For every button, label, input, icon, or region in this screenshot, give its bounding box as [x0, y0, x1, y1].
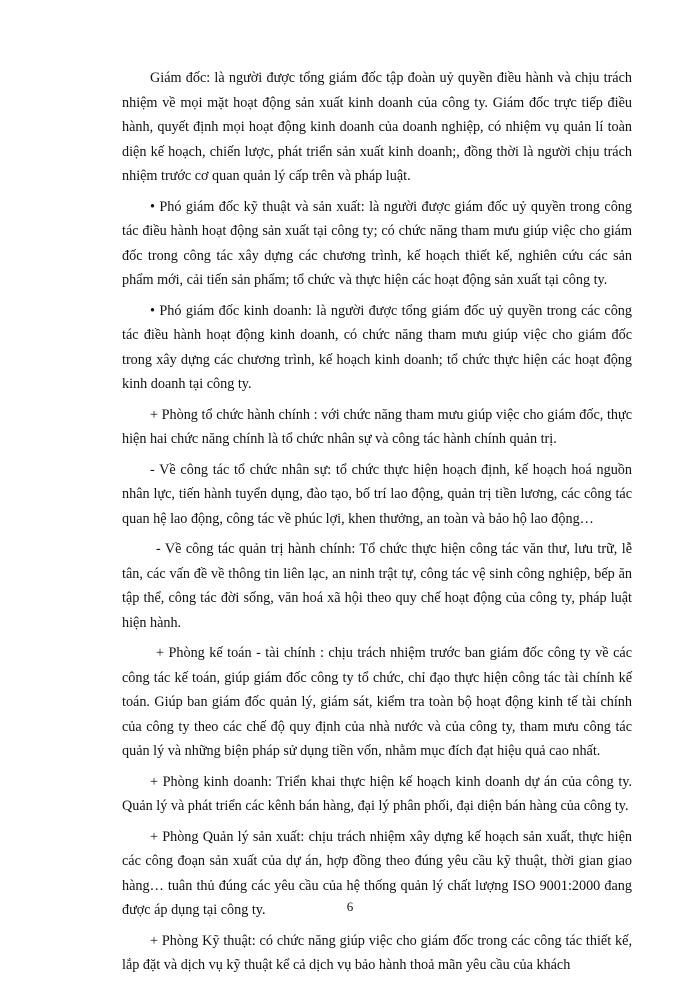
- paragraph-director: Giám đốc: là người được tổng giám đốc tập đoàn uỷ quyền điều hành và chịu trách nhiệm về mọi mặt hoạt động sản xuất kinh doanh của công ty. Giám đốc trực tiếp điều hành, quyết định mọi hoạt động kinh doanh của doanh nghiệp, có nhiệm vụ quản lí toàn diện kế hoạch, chiến lược, phát triển sản xuất kinh doanh;, đồng thời là người chịu trách nhiệm trước cơ quan quản lý cấp trên và pháp luật.: [122, 70, 632, 184]
- document-body: [122, 66, 632, 984]
- paragraph-deputy-business: • Phó giám đốc kinh doanh: là người được tổng giám đốc uỷ quyền trong các công tác điều hành hoạt động kinh doanh, có chức năng tham mưu giúp việc cho giám đốc trong xây dựng các chương trình, kế hoạch kinh doanh; tổ chức thực hiện các hoạt động kinh doanh tại công ty.: [122, 302, 632, 392]
- paragraph-admin-department: + Phòng tổ chức hành chính : với chức năng tham mưu giúp việc cho giám đốc, thực hiện hai chức năng chính là tổ chức nhân sự và công tác hành chính quản trị.: [122, 406, 632, 447]
- page-number: 6: [346, 899, 354, 914]
- paragraph-finance-department: + Phòng kế toán - tài chính : chịu trách nhiệm trước ban giám đốc công ty về các công tác kế toán, giúp giám đốc công ty tổ chức, chỉ đạo thực hiện công tác tài chính kế toán. Giúp ban giám đốc quản lý, giám sát, kiểm tra toàn bộ hoạt động kinh tế tài chính của công ty theo các chế độ quy định của nhà nước và của công ty, tham mưu công tác quản lý và những biện pháp sử dụng tiền vốn, nhằm mục đích đạt hiệu quả cao nhất.: [122, 645, 632, 759]
- paragraph-personnel-work: - Về công tác tổ chức nhân sự: tổ chức thực hiện hoạch định, kế hoạch hoá nguồn nhân lực, tiến hành tuyển dụng, đào tạo, bố trí lao động, quản trị tiền lương, các công tác quan hệ lao động, công tác về phúc lợi, khen thưởng, an toàn và bảo hộ lao động…: [122, 461, 632, 527]
- paragraph-deputy-technical: • Phó giám đốc kỹ thuật và sản xuất: là người được giám đốc uỷ quyền trong công tác điều hành hoạt động sản xuất tại công ty; có chức năng tham mưu giúp việc cho giám đốc trong công tác xây dựng các chương trình, kế hoạch thiết kế, nghiên cứu các sản phẩm mới, cải tiến sản phẩm; tổ chức và thực hiện các hoạt động sản xuất tại công ty.: [122, 198, 632, 288]
- paragraph-administration-work: - Về công tác quản trị hành chính: Tổ chức thực hiện công tác văn thư, lưu trữ, lễ tân, các vấn đề về thông tin liên lạc, an ninh trật tự, công tác vệ sinh công nghiệp, bếp ăn tập thể, công tác đời sống, văn hoá xã hội theo quy chế hoạt động của công ty, pháp luật hiện hành.: [122, 541, 632, 631]
- paragraph-technical-department: + Phòng Kỹ thuật: có chức năng giúp việc cho giám đốc trong các công tác thiết kế, lắp đặt và dịch vụ kỹ thuật kể cả dịch vụ bảo hành thoả mãn yêu cầu của khách: [122, 932, 632, 973]
- paragraph-production-department: + Phòng Quản lý sản xuất: chịu trách nhiệm xây dựng kế hoạch sản xuất, thực hiện các công đoạn sản xuất của dự án, hợp đồng theo đúng yêu cầu kỹ thuật, thời gian giao hàng… tuân thủ đúng các yêu cầu của hệ thống quản lý chất lượng ISO 9001:2000 đang được áp dụng tại công ty.: [122, 828, 632, 918]
- paragraph-sales-department: + Phòng kinh doanh: Triển khai thực hiện kế hoạch kinh doanh dự án của công ty. Quản lý và phát triển các kênh bán hàng, đại lý phân phối, đại diện bán hàng của công ty.: [122, 773, 632, 814]
